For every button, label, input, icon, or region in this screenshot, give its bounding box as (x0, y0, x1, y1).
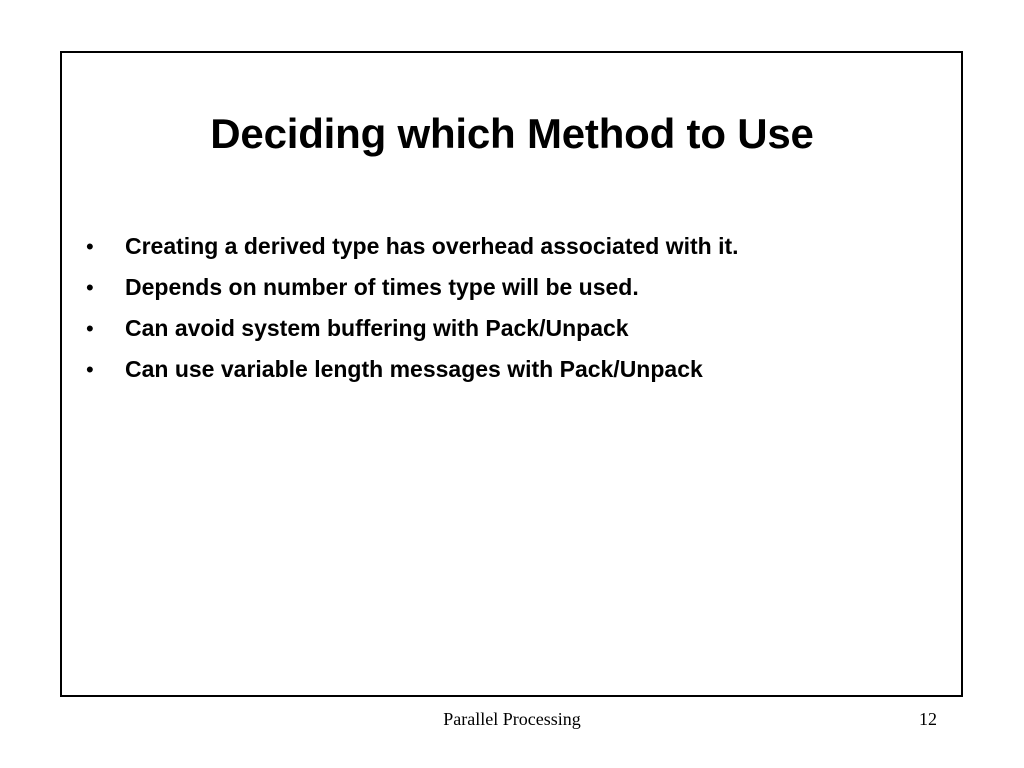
bullet-item (86, 267, 739, 308)
bullet-text: Can avoid system buffering with Pack/Unpack (125, 315, 629, 341)
bullet-marker: • (86, 316, 94, 341)
bullet-text: Depends on number of times type will be used. (125, 274, 639, 300)
page-number: 12 (919, 709, 937, 729)
bullet-text: Can use variable length messages with Pack/Unpack (125, 356, 703, 382)
bullet-marker: • (86, 357, 94, 382)
slide-title: Deciding which Method to Use (210, 110, 814, 157)
bullet-item (86, 349, 739, 390)
bullet-item (86, 308, 739, 349)
bullet-text: Creating a derived type has overhead associated with it. (125, 233, 739, 259)
bullet-marker: • (86, 234, 94, 259)
bullet-list (86, 226, 739, 390)
bullet-marker: • (86, 275, 94, 300)
footer-label: Parallel Processing (443, 709, 581, 729)
bullet-item (86, 226, 739, 267)
